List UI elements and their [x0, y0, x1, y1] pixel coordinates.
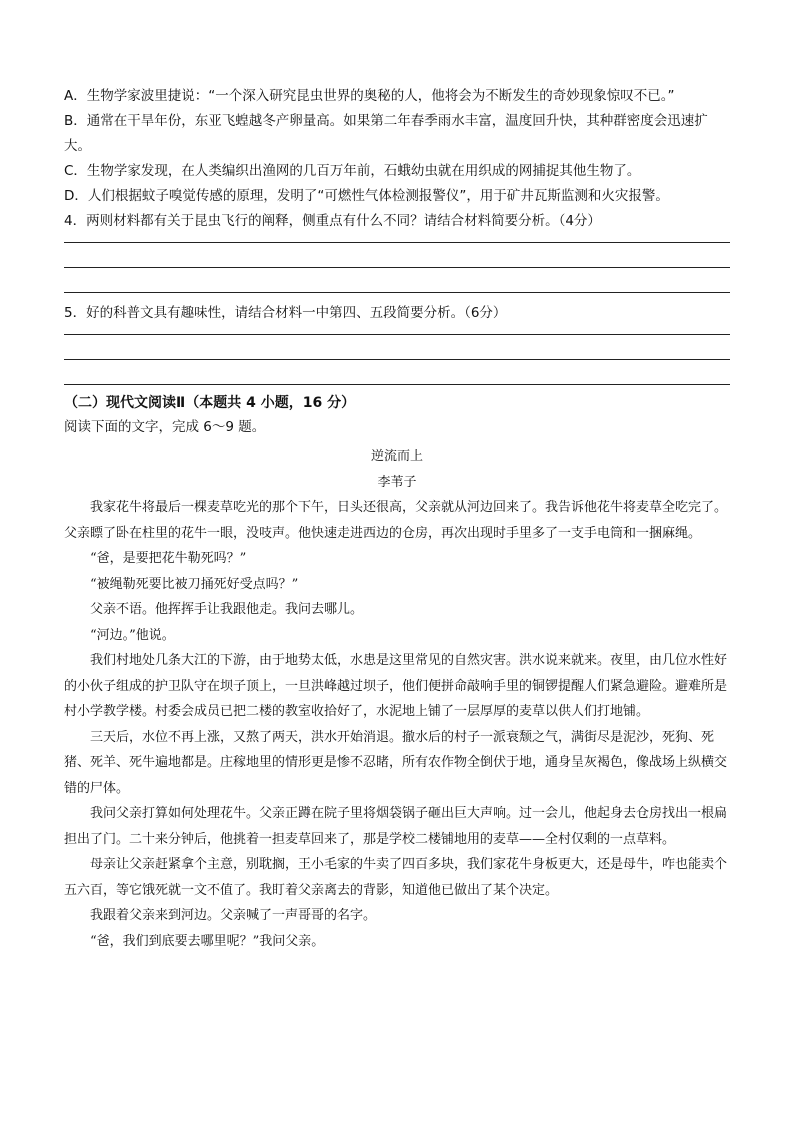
answer-line: [64, 384, 730, 385]
story-author: 李苇子: [377, 474, 417, 490]
story-paragraph: 父亲不语。他挥挥手让我跟他走。我问去哪儿。: [90, 602, 364, 617]
exam-page: [64, 84, 730, 954]
story-paragraph: 我们村地处几条大江的下游，由于地势太低，水患是这里常见的自然灾害。洪水说来就来。夜里，由几位水性好的小伙子组成的护卫队守在坝子顶上，一旦洪峰越过坝子，他们便拼命敲响手里的铜锣提醒人们紧急避险。避难所是村小学教学楼。村委会成员已把二楼的教室收拾好了，水泥地上铺了一层厚厚的麦草以供人们打地铺。: [64, 653, 728, 719]
question-4: 4．两则材料都有关于昆虫飞行的阐释，侧重点有什么不同？请结合材料简要分析。（4分）: [64, 213, 601, 229]
question-5: 5．好的科普文具有趣味性，请结合材料一中第四、五段简要分析。（6分）: [64, 305, 507, 321]
story-paragraph: 我跟着父亲来到河边。父亲喊了一声哥哥的名字。: [90, 908, 377, 923]
answer-area-q5: [64, 326, 730, 385]
option-c: C．生物学家发现，在人类编织出渔网的几百万年前，石蛾幼虫就在用织成的网捕捉其他生物了。: [64, 163, 641, 179]
answer-line: [64, 292, 730, 293]
story-paragraph: 母亲让父亲赶紧拿个主意，别耽搁，王小毛家的牛卖了四百多块，我们家花牛身板更大，还是母牛，咋也能卖个五六百，等它饿死就一文不值了。我盯着父亲离去的背影，知道他已做出了某个决定。: [64, 857, 728, 898]
option-a: A．生物学家波里捷说：“一个深入研究昆虫世界的奥秘的人，他将会为不断发生的奇妙现象惊叹不已。”: [64, 88, 675, 104]
answer-area-q4: [64, 234, 730, 293]
section-instruction: 阅读下面的文字，完成 6～9 题。: [64, 419, 266, 435]
section-title: （二）现代文阅读Ⅱ（本题共 4 小题，16 分）: [64, 395, 356, 411]
story-title: 逆流而上: [370, 449, 423, 464]
story-paragraph: “河边。”他说。: [90, 627, 175, 643]
story-paragraph: 三天后，水位不再上涨，又熬了两天，洪水开始消退。撤水后的村子一派衰颓之气，满街尽是泥沙，死狗、死猪、死羊、死牛遍地都是。庄稼地里的情形更是惨不忍睹，所有农作物全倒伏于地，通身呈灰褐色，像战场上纵横交错的尸体。: [64, 729, 728, 796]
story-body: [64, 495, 730, 954]
story-paragraph: “被绳勒死要比被刀捅死好受点吗？”: [90, 576, 299, 592]
story-paragraph: “爸，是要把花牛勒死吗？”: [90, 551, 247, 566]
story-paragraph: 我家花牛将最后一棵麦草吃光的那个下午，日头还很高，父亲就从河边回来了。我告诉他花牛将麦草全吃完了。父亲瞟了卧在柱里的花牛一眼，没吱声。他快速走进西边的仓房，再次出现时手里多了一支手电筒和一捆麻绳。: [64, 500, 728, 541]
option-b: B．通常在干旱年份，东亚飞蝗越冬产卵量高。如果第二年春季雨水丰富，温度回升快，其种群密度会迅速扩: [64, 113, 708, 129]
story-paragraph: 我问父亲打算如何处理花牛。父亲正蹲在院子里将烟袋锅子砸出巨大声响。过一会儿，他起身去仓房找出一根扁担出了门。二十来分钟后，他挑着一担麦草回来了，那是学校二楼铺地用的麦草——全村仅剩的一点草料。: [64, 806, 728, 847]
option-b-continued: 大。: [64, 138, 91, 154]
story-paragraph: “爸，我们到底要去哪里呢？”我问父亲。: [90, 933, 325, 949]
option-d: D．人们根据蚊子嗅觉传感的原理，发明了“可燃性气体检测报警仪”，用于矿井瓦斯监测和火灾报警。: [64, 188, 669, 204]
